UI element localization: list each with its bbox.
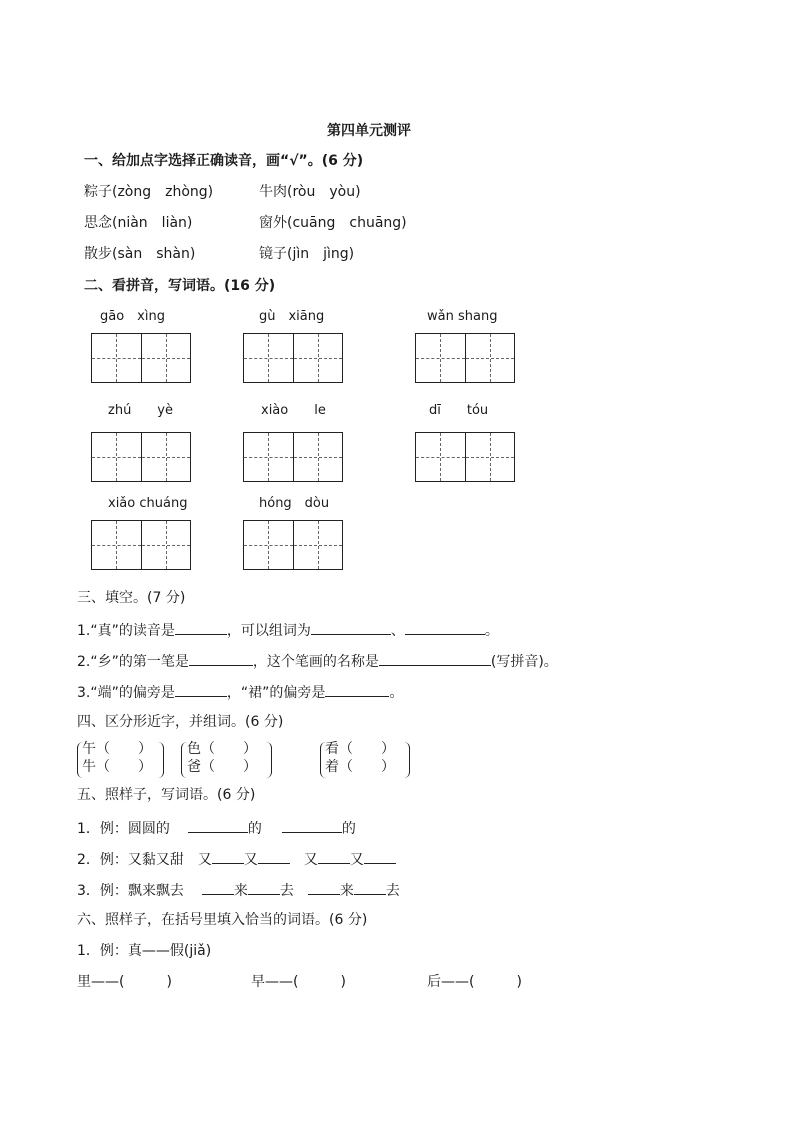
answer-blank[interactable] [325,682,389,697]
pinyin-label: xiào le [261,403,326,418]
answer-blank[interactable] [258,849,290,864]
s1-item: 粽子(zòng zhòng) [84,184,214,200]
answer-blank[interactable] [311,620,391,635]
answer-blank[interactable] [405,620,485,635]
s1-item: 思念(niàn liàn) [84,215,193,231]
answer-blank[interactable] [175,620,227,635]
pinyin-label: wǎn shang [427,309,498,324]
pinyin-label: zhú yè [108,403,173,418]
answer-blank[interactable] [189,651,253,666]
answer-blank[interactable] [188,818,248,833]
char-pair-item: 色（ ） [187,741,257,757]
brace [265,742,272,778]
writing-grid[interactable] [243,432,343,482]
s1-item: 牛肉(ròu yòu) [259,184,361,200]
pinyin-label: gāo xìng [100,309,165,324]
brace [403,742,410,778]
answer-blank[interactable] [318,849,350,864]
char-pair-item: 爸（ ） [187,759,257,775]
s1-item: 镜子(jìn jìng) [259,246,355,262]
answer-blank[interactable] [282,818,342,833]
answer-blank[interactable] [175,682,227,697]
s6-item[interactable]: 里——( ) [77,974,172,990]
writing-grid[interactable] [415,432,515,482]
writing-grid[interactable] [243,520,343,570]
section-6-heading: 六、照样子，在括号里填入恰当的词语。(6 分) [77,912,368,928]
char-pair-item: 牛（ ） [82,759,152,775]
writing-grid[interactable] [243,333,343,383]
answer-blank[interactable] [248,880,280,895]
s1-item: 散步(sàn shàn) [84,246,196,262]
s3-question-3: 3.“端”的偏旁是 ，“裙”的偏旁是 。 [77,682,403,702]
section-1-heading: 一、给加点字选择正确读音，画“√”。(6 分) [84,153,364,169]
s1-item: 窗外(cuāng chuāng) [259,215,407,231]
page-title: 第四单元测评 [327,123,411,139]
answer-blank[interactable] [212,849,244,864]
section-2-heading: 二、看拼音，写词语。(16 分) [84,278,276,294]
answer-blank[interactable] [354,880,386,895]
writing-grid[interactable] [91,333,191,383]
section-3-heading: 三、填空。(7 分) [77,590,186,606]
pinyin-label: dī tóu [429,403,489,418]
writing-grid[interactable] [91,520,191,570]
answer-blank[interactable] [202,880,234,895]
s5-question-2: 2．例：又黏又甜 又 又 又 又 [77,849,396,869]
s5-question-3: 3．例：飘来飘去 来 去 来 去 [77,880,400,900]
section-5-heading: 五、照样子，写词语。(6 分) [77,787,256,803]
section-4-heading: 四、区分形近字，并组词。(6 分) [77,714,284,730]
writing-grid[interactable] [91,432,191,482]
char-pair-item: 看（ ） [325,741,395,757]
brace [157,742,164,778]
pinyin-label: gù xiāng [259,309,325,324]
s3-question-2: 2.“乡”的第一笔是 ，这个笔画的名称是 (写拼音)。 [77,651,558,671]
answer-blank[interactable] [308,880,340,895]
pinyin-label: xiǎo chuáng [108,496,188,511]
s6-item[interactable]: 早——( ) [251,974,346,990]
s3-question-1: 1.“真”的读音是 ，可以组词为 、 。 [77,620,499,640]
s6-example: 1．例：真——假(jiǎ) [77,943,212,959]
s5-question-1: 1．例：圆圆的 的 的 [77,818,356,838]
answer-blank[interactable] [364,849,396,864]
char-pair-item: 着（ ） [325,759,395,775]
answer-blank[interactable] [379,651,491,666]
pinyin-label: hóng dòu [259,496,330,511]
writing-grid[interactable] [415,333,515,383]
char-pair-item: 午（ ） [82,741,152,757]
s6-item[interactable]: 后——( ) [427,974,522,990]
